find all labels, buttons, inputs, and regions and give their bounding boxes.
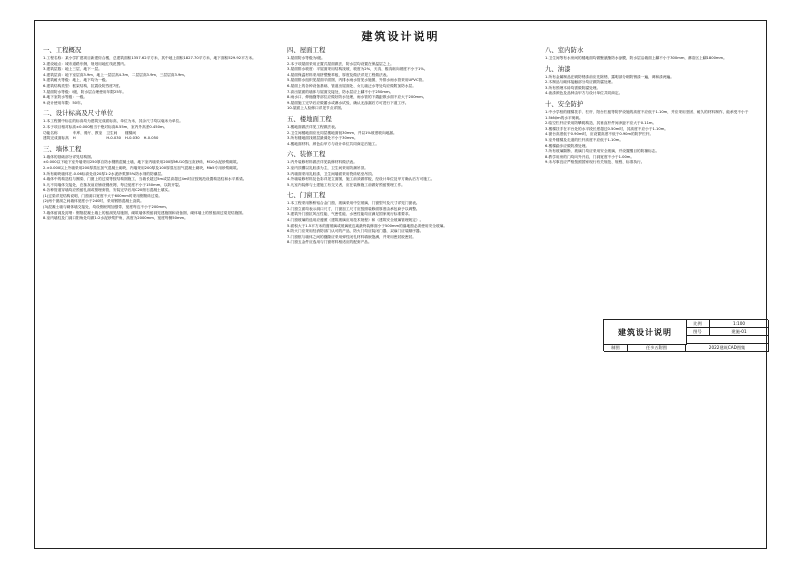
section-safety [545,100,760,166]
text-line: (3)混凝土墙与砌体墙交接处，均设钢丝网加强带，宽度每边不小于200mm。 [43,205,170,210]
text-line: 2.临空栏杆应采用防攀爬构造，其垂直杆件间净距不应大于0.11m。 [545,121,657,126]
table-header-cell: 功能名称 [43,130,58,135]
text-line: 1.卫生间等有水房间的楼地面均做聚氨酯防水涂膜，防水层沿墙面上翻不小于300mm，淋浴区上翻1800mm。 [545,56,727,60]
text-line: ±0.000以下地下室外墙采用250厚自防水钢筋混凝土墙，地下室内墙采用200厚MU10蒸压灰砂砖，M10水泥砂浆砌筑。 [43,160,241,165]
text-line: 3.内墙面采用乳胶漆，卫生间墙面采用瓷砖贴至吊顶。 [287,171,376,176]
text-line: 4.楼地面材料、颜色由甲方与设计单位共同商定后施工。 [287,141,380,146]
text-line: 7.高出屋面的墙体与屋面交接处，防水层应上翻不小于250mm。 [287,89,394,94]
text-line: 7.门窗框与墙体之间的缝隙应采用弹性闭孔材料填嵌饱满，并采用密封胶密封。 [287,234,416,239]
text-line: 1.工程名称：某小学扩建项目新建综合楼，总建筑面积1357.62平方米，其中地上面积1827.70平方米，地下面积529.92平方米。 [43,56,256,60]
table-header-cell: 楼梯间 [124,130,137,135]
text-line: 5.凡不同墙体交接处，在抹灰前应铺设钢丝网，每边宽度不小于150mm，以防开裂。 [43,182,183,187]
text-line: 1.中小学校的楼梯扶手、栏杆、阳台栏板等防护设施的高度不应低于1.10m，并应采用坚固、耐久的材料制作，能承受不小于1.5kN/m的水平荷载。 [545,109,749,120]
column-middle [287,43,519,246]
text-line: 2.木制品与砌体接触部分均应做防腐处理。 [545,80,615,85]
drawing-frame [34,20,767,549]
section-paint [545,65,760,97]
text-line: 7.屋面防水等级：I级，防水层合理使用年限25年。 [43,89,127,94]
section-heading: 十、安全防护 [545,99,584,108]
text-line: 5.凡室内装修与土建施工有交叉者，应在装修施工前做好预留预埋工作。 [287,182,405,187]
text-line: 3.屋面排水坡度：平屋面采用结构找坡，坡度为2%，天沟、檐沟纵向坡度不小于1%。 [287,67,428,72]
section-elevation [43,109,271,141]
blank-cell [686,336,769,344]
text-line: 4.建筑层高：地下室层高3.9m，地上一层层高4.3m，二层层高3.9m，三层层高3.9m。 [43,72,188,77]
text-line: 7.所有玻璃隔断、玻璃门均应采用安全玻璃，并设置醒目的防撞标志。 [545,149,660,154]
text-line: 4.屋面保温材料采用挤塑聚苯板，厚度及做法详见工程做法表。 [287,72,391,77]
section-heading: 一、工程概况 [43,46,82,54]
text-line: 3.建筑外门窗抗风压性能、气密性能、水密性能均应满足国家现行标准要求。 [287,212,413,217]
table-header-cell: 卫生间 [106,130,118,135]
text-line: 8.门窗五金件应选用与门窗材料相适应的配套产品。 [287,240,372,245]
text-line: 1.楼地面做法详见工程做法表。 [287,124,339,129]
text-line: 1.内外装修材料做法详见装修材料做法表。 [287,160,357,165]
text-line: 4.门窗玻璃的选用应遵照《建筑玻璃应用技术规程》和《建筑安全玻璃管理规定》。 [287,218,424,223]
text-line: 2.建设地点：城市道路东侧，规划用地红线范围内。 [43,61,128,66]
text-line: 6.各种管道穿墙均应预留孔洞或预埋套管，安装完毕后用C20细石混凝土填实。 [43,188,172,193]
text-line: 6.楼梯踏步应做防滑处理。 [545,143,590,148]
scale-value: 1:100 [710,320,769,328]
section-heading: 五、楼地面工程 [287,114,332,123]
section-heading: 七、门窗工程 [287,191,326,200]
section-heading: 四、屋面工程 [287,46,326,54]
text-line: 2.±0.000以上外墙采用200厚蒸压加气混凝土砌块，内墙采用200厚及100厚蒸压加气混凝土砌块，Mb5专用砂浆砌筑。 [43,165,241,170]
sheet-value: 建施-01 [710,328,769,336]
table-cell: H [72,136,76,141]
text-line: 5.室外楼梯及走道的栏杆高度不应低于1.10m。 [545,137,624,142]
table-cell: 建筑完成面标高 [43,136,69,141]
section-overview [43,46,271,106]
text-line: 2.门窗立面均表示洞口尺寸，门窗加工尺寸应按照装修面厚度由承包商予以调整。 [287,206,420,211]
section-doors-windows [287,191,519,246]
text-line: 2.本子项屋面采用正置式屋面做法，防水层均设置在保温层之上。 [287,61,394,66]
column-left [43,43,271,222]
text-line: 9.屋面施工完毕后应做蓄水或淋水试验，确认无渗漏后方可进行下道工序。 [287,100,409,105]
text-line: 9.设计使用年限：50年。 [43,100,85,105]
text-line: 3.所有楼地面找坡层最薄处不小于30mm。 [287,136,358,141]
section-heading: 二、设计标高及尺寸单位 [43,109,114,118]
text-line: 6.屋面上的各种设备基础、管道出屋面处、女儿墙泛水等处均应做附加防水层。 [287,83,416,88]
text-line: 1.本工程图中标注的标高均为建筑完成面标高，单位为米，其余尺寸均以毫米为单位。 [43,119,183,124]
table-cell: H-0.050 [143,136,159,141]
sheet-label: 图号 [686,328,710,336]
text-line: 2.卫生间楼地面应比同层楼地面低30mm，并以1%坡度坡向地漏。 [287,130,397,135]
section-heading: 八、室内防水 [545,46,584,54]
text-line: 4.外墙装修材料及色彩详见立面图，施工前须做样板，经设计单位及甲方确认后方可施工。 [287,177,435,182]
elevation-table [43,131,162,142]
text-line: 1.墙体的基础部分详见结构图。 [43,154,95,159]
text-line: 10.屋面上人检修口详见节点详图。 [287,106,345,111]
section-finishes [287,150,519,188]
section-heading: 九、油漆 [545,64,571,73]
text-line: 4.窗台高度低于0.90m时，应设置高度不低于0.90m的防护栏杆。 [545,132,654,137]
title-block [603,319,768,351]
drawn-label: 制图 [604,344,628,352]
text-line: (2)两个窗洞之间墙体宽度小于240时，采用钢筋混凝土浇筑。 [43,199,144,204]
text-line: 1.屋面防水等级为I级。 [287,56,325,60]
table-cell: H-0.030 [124,136,140,141]
text-line: 2.室内顶棚以乳胶漆为主，卫生间采用防潮吊顶。 [287,165,368,170]
page-title: 建筑设计说明 [361,30,440,43]
text-line: 7.墙体留洞及封堵：钢筋混凝土墙上的留洞见结施图，砌筑墙体预留洞见建施图和设备图，砌体墙上的预留洞过梁见结施图。 [43,210,246,215]
section-heading: 六、装修工程 [287,150,326,159]
text-line: 5.屋面排水组织见屋面平面图，内排水雨水管见水施图，外排水雨水管采用UPVC管。 [287,78,426,83]
column-right [545,43,760,166]
section-roof [287,46,519,112]
table-cell: H-0.030 [106,136,121,141]
drawn-value: 任多五附图 [628,344,686,352]
table-header-cell: 车库、餐厅、教室 [72,130,103,135]
section-walls [43,145,271,222]
text-line: 8.地下室防水等级：一级。 [43,95,88,100]
section-floors [287,115,519,147]
text-line: 1.所有金属制品在刷防锈漆前应先除锈，露明部分刷防锈漆一遍，调和漆两遍。 [545,74,674,79]
text-line: 6.防火门应采用经消防部门认可的产品，防火门均应装闭门器，双扇门应装顺序器。 [287,229,424,234]
text-line: 3.建筑层数：地上三层，地下一层。 [43,67,102,72]
text-line: 4.油漆颜色及品种由甲方与设计单位共同商定。 [545,91,623,96]
text-line: (1)过梁详见结构说明，门窗洞口宽度不大于600mm时采用钢筋砖过梁。 [43,193,163,198]
text-line: 8.室内墙柱及门洞口阳角处均做1:2水泥砂浆护角，高度为2000mm，宽度每侧50mm。 [43,216,188,221]
section-heading: 三、墙体工程 [43,144,82,153]
text-line: 3.楼梯扶手在平台处的水平段长度超过0.50m时，其高度不应小于1.10m。 [545,126,668,131]
text-line: 5.面积大于1.5平方米的窗玻璃或玻璃底边离最终装修面小于500mm的落地窗必须使用安全玻璃。 [287,223,448,228]
text-line: 8.雨水口、伸缩缝等部位应做好防水处理，雨水管的下端距散水面不应大于200mm。 [287,95,427,100]
text-line: 9.未尽事宜应严格按照国家现行有关规范、规程、标准执行。 [545,160,645,165]
text-line: 2.本子项目相对标高±0.000相当于绝对标高8.55m，室内外高差0.450m。 [43,124,168,129]
text-line: 5.建筑耐火等级：地上、地下均为一级。 [43,78,110,83]
text-line: 1.本工程采用断桥铝合金门窗，玻璃采用中空玻璃，门窗型号及尺寸详见门窗表。 [287,201,420,206]
project-name: 2022建筑CAD图集 [686,344,769,352]
scale-label: 比例 [686,320,710,328]
section-waterproofing [545,46,760,62]
text-line: 8.教学用房的门均向外开启，门洞宽度不小于1.00m。 [545,154,635,159]
text-line: 6.建筑结构类型：框架结构，抗震设防烈度7度。 [43,83,123,88]
drawing-name: 建筑设计说明 [604,320,687,345]
text-line: 3.所有预埋木砖均需做防腐处理。 [545,85,601,90]
text-line: 4.墙体中的构造柱与圈梁、门窗上的过梁等按结构图施工，当墙长超过5m或层高超过4m时应按规范设置构造柱和水平系梁。 [43,177,247,182]
text-line: 3.所有砌块墙体在-0.06标高处设20厚1:2水泥砂浆掺5%防水剂的防潮层。 [43,171,165,176]
